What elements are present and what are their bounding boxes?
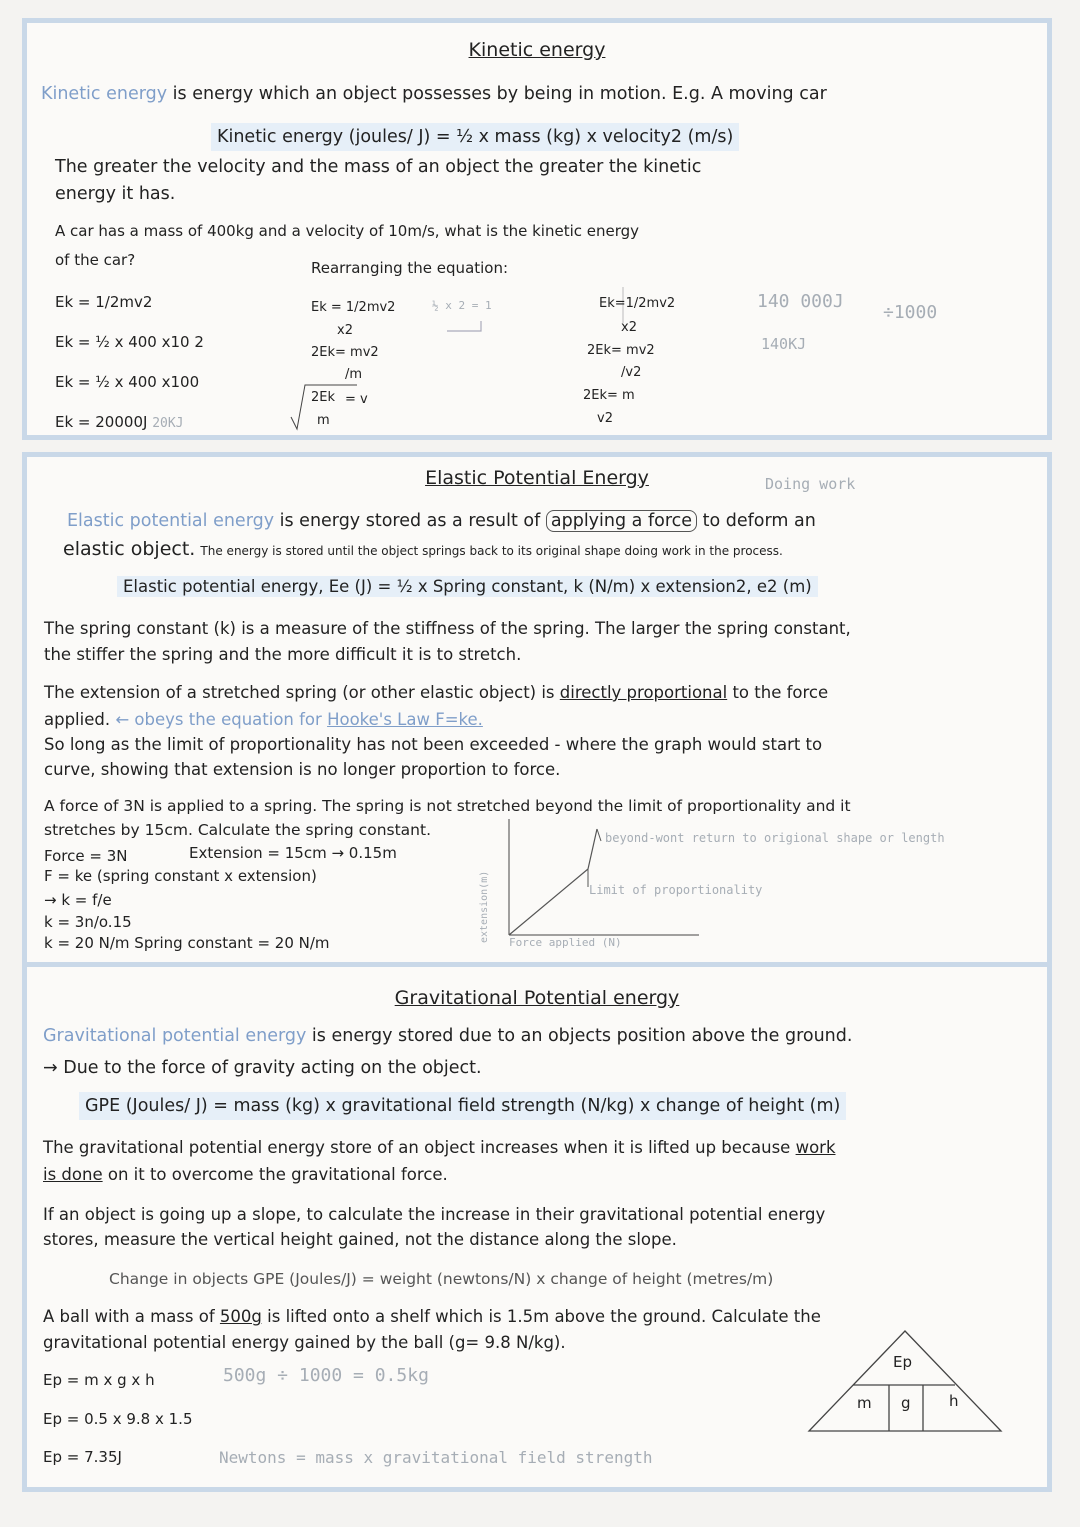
rearr-v-7: m: [317, 413, 330, 428]
rearr-v-6: = v: [345, 392, 368, 407]
rearr-v-3: 2Ek= mv2: [311, 345, 379, 360]
definition-text: is energy stored due to an objects position above the ground.: [311, 1026, 853, 1046]
triangle-left: m: [857, 1394, 872, 1412]
question-line-2: of the car?: [55, 251, 136, 269]
step-3: Ek = ½ x 400 x100: [55, 373, 200, 391]
change-formula: Change in objects GPE (Joules/J) = weight (newtons/N) x change of height (metres/m): [109, 1270, 774, 1288]
rearr-v-note: ½ x 2 = 1: [432, 299, 492, 312]
definition-end: to deform an: [702, 511, 816, 531]
rearr-v-4: /m: [345, 367, 363, 382]
para1-end: on it to overcome the gravitational force.: [107, 1165, 448, 1184]
pen-arrow-icon: [445, 319, 485, 335]
para1-text: The gravitational potential energy store of an object increases when it is lifted up because: [43, 1138, 791, 1157]
elastic-object: elastic object.: [63, 538, 196, 560]
answer-note: 20KJ: [152, 416, 184, 431]
definition-line-2: → Due to the force of gravity acting on the object.: [43, 1058, 482, 1078]
conversion-a: 140 000J: [757, 291, 844, 312]
formula: GPE (Joules/ J) = mass (kg) x gravitational field strength (N/kg) x change of height (m): [79, 1092, 846, 1120]
work-line-2: → k = f/e: [44, 891, 112, 909]
work-line-3: k = 3n/o.15: [44, 913, 132, 931]
step-1: Ek = 1/2mv2: [55, 293, 153, 311]
hooke-law: Hooke's Law F=ke.: [327, 710, 483, 729]
example-line-1: A force of 3N is applied to a spring. The spring is not stretched beyond the limit of proportionality and it: [44, 797, 851, 815]
example-line-2: gravitational potential energy gained by the ball (g= 9.8 N/kg).: [43, 1333, 566, 1352]
curve-beyond-limit: [588, 829, 597, 869]
example-mass: 500g: [219, 1307, 262, 1326]
definition: [41, 81, 827, 107]
para2-line-2: stores, measure the vertical height gained, not the distance along the slope.: [43, 1230, 677, 1249]
para2-text-b: to the force: [732, 683, 829, 702]
para2-line-2: [44, 710, 483, 729]
hooke-note: ← obeys the equation for: [115, 710, 322, 729]
para1-line-1: The spring constant (k) is a measure of the stiffness of the spring. The larger the spring constant,: [44, 619, 851, 638]
definition-text: is energy which an object possesses by being in motion. E.g. A moving car: [172, 84, 827, 104]
newtons-note: Newtons = mass x gravitational field strength: [219, 1448, 653, 1467]
beyond-pointer: [597, 829, 601, 841]
section-title: Elastic Potential Energy: [425, 467, 649, 489]
beyond-note: beyond-wont return to origional shape or length: [605, 831, 945, 845]
definition-term: Gravitational potential energy: [43, 1026, 307, 1046]
triangle-outline: [809, 1331, 1001, 1431]
work-line-1: F = ke (spring constant x extension): [44, 867, 317, 885]
square-root-sign: [289, 383, 359, 433]
para1-line-2: the stiffer the spring and the more difficult it is to stretch.: [44, 645, 522, 664]
rearr-m-5: 2Ek= m: [583, 388, 635, 403]
formula-triangle: [805, 1327, 1005, 1435]
x-axis-label: Force applied (N): [509, 936, 622, 949]
applied: applied.: [44, 710, 111, 729]
note-line-1: The greater the velocity and the mass of an object the greater the kinetic: [55, 157, 702, 177]
directly-proportional: directly proportional: [559, 683, 728, 702]
limit-note: Limit of proportionality: [589, 883, 763, 897]
step-4: [55, 413, 184, 431]
is-done: is done: [43, 1165, 103, 1184]
triangle-right: h: [949, 1392, 959, 1410]
kinetic-energy-section: [22, 18, 1052, 440]
para2-line-4: curve, showing that extension is no longer proportion to force.: [44, 760, 561, 779]
step-2: Ek = ½ x 400 x10 2: [55, 333, 204, 351]
example-line-2: stretches by 15cm. Calculate the spring constant.: [44, 821, 431, 839]
triangle-mid: g: [901, 1394, 911, 1412]
rearr-m-3: 2Ek= mv2: [587, 343, 655, 358]
extension-value: Extension = 15cm → 0.15m: [189, 844, 397, 862]
question-line-1: A car has a mass of 400kg and a velocity of 10m/s, what is the kinetic energy: [55, 222, 640, 240]
definition: [67, 508, 816, 534]
triangle-top: Ep: [893, 1353, 912, 1371]
answer: Ek = 20000J: [55, 413, 148, 431]
definition-text: is energy stored as a result of: [279, 511, 541, 531]
proportional-line: [509, 869, 588, 935]
applying-force: applying a force: [546, 510, 697, 532]
rearranging-label: Rearranging the equation:: [311, 259, 509, 277]
definition-line-2: [63, 538, 783, 560]
example-text-a: A ball with a mass of: [43, 1307, 215, 1326]
para2-text-a: The extension of a stretched spring (or other elastic object) is: [44, 683, 555, 702]
definition: [43, 1023, 852, 1049]
rearr-v-1: Ek = 1/2mv2: [311, 300, 396, 315]
definition-small: The energy is stored until the object springs back to its original shape doing work in the process.: [200, 544, 783, 558]
para1-line-1: [43, 1138, 836, 1157]
work-line-2: Ep = 0.5 x 9.8 x 1.5: [43, 1410, 193, 1428]
y-axis-label-box: [477, 855, 501, 945]
force-value: Force = 3N: [44, 847, 128, 865]
formula: Kinetic energy (joules/ J) = ½ x mass (kg) x velocity2 (m/s): [211, 123, 739, 151]
example-line-1: [43, 1307, 821, 1326]
rearr-m-4: /v2: [621, 365, 642, 380]
example-text-b: is lifted onto a shelf which is 1.5m above the ground. Calculate the: [267, 1307, 821, 1326]
section-title: Gravitational Potential energy: [394, 987, 680, 1009]
section-title: Kinetic energy: [468, 39, 606, 61]
work-link: work: [795, 1138, 836, 1157]
definition-term: Kinetic energy: [41, 84, 168, 104]
conversion-b: ÷1000: [883, 302, 938, 323]
rearr-m-1: Ek=1/2mv2: [599, 296, 676, 311]
work-line-1: Ep = m x g x h: [43, 1371, 155, 1389]
gravitational-energy-section: [22, 962, 1052, 1492]
work-line-4: k = 20 N/m Spring constant = 20 N/m: [44, 934, 330, 952]
para2-line-1: If an object is going up a slope, to calculate the increase in their gravitational potential energy: [43, 1205, 826, 1224]
y-axis-label: extension(m): [479, 870, 490, 943]
mass-conversion: 500g ÷ 1000 = 0.5kg: [223, 1365, 429, 1386]
conversion-c: 140KJ: [761, 335, 807, 353]
rearr-m-6: v2: [597, 411, 613, 426]
rearr-v-5: 2Ek: [311, 390, 336, 405]
elastic-energy-section: [22, 452, 1052, 967]
doing-work-note: Doing work: [765, 475, 856, 493]
note-line-2: energy it has.: [55, 184, 176, 204]
work-line-3: Ep = 7.35J: [43, 1448, 122, 1466]
rearr-v-2: x2: [337, 323, 353, 338]
para2-line-3: So long as the limit of proportionality has not been exceeded - where the graph would start to: [44, 735, 823, 754]
definition-term: Elastic potential energy: [67, 511, 275, 531]
formula: Elastic potential energy, Ee (J) = ½ x Spring constant, k (N/m) x extension2, e2 (m): [117, 576, 818, 597]
para2-line-1: [44, 683, 828, 702]
para1-line-2: [43, 1165, 448, 1184]
rearr-m-2: x2: [621, 320, 637, 335]
